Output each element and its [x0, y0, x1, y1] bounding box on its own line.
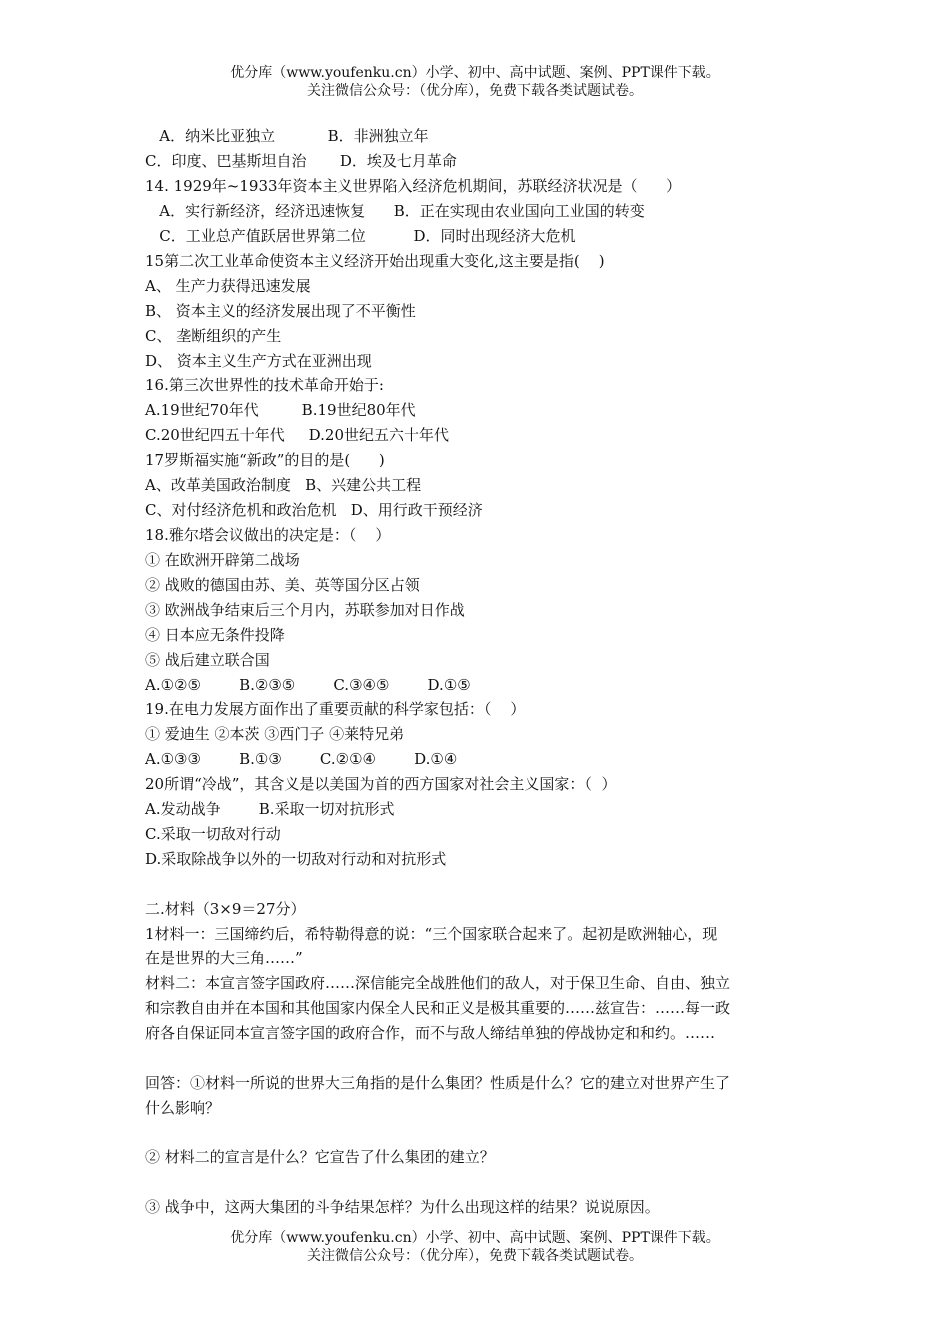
text-line: 20所谓“冷战”，其含义是以美国为首的西方国家对社会主义国家：（ ）	[145, 775, 617, 793]
text-line: 14. 1929年~1933年资本主义世界陷入经济危机期间，苏联经济状况是（ ）	[145, 177, 682, 195]
text-line: D、 资本主义生产方式在亚洲出现	[145, 352, 372, 370]
text-line: A.①②⑤ B.②③⑤ C.③④⑤ D.①⑤	[145, 676, 471, 694]
text-line: ② 战败的德国由苏、美、英等国分区占领	[145, 576, 420, 594]
text-line: ① 在欧洲开辟第二战场	[145, 551, 300, 569]
text-line: 府各自保证同本宣言签字国的政府合作，而不与敌人缔结单独的停战协定和和约。……	[145, 1024, 716, 1042]
text-line: C.20世纪四五十年代 D.20世纪五六十年代	[145, 426, 449, 444]
text-line: A.①③③ B.①③ C.②①④ D.①④	[145, 750, 458, 768]
text-line: C.采取一切敌对行动	[145, 825, 281, 843]
text-line: 在是世界的大三角……”	[145, 949, 303, 967]
text-line: 和宗教自由并在本国和其他国家内保全人民和正义是极其重要的……兹宣告：……每一政	[145, 999, 731, 1017]
text-line: ⑤ 战后建立联合国	[145, 651, 270, 669]
text-line: ③ 战争中，这两大集团的斗争结果怎样？为什么出现这样的结果？说说原因。	[145, 1198, 660, 1216]
text-line: A、改革美国政治制度 B、兴建公共工程	[145, 476, 422, 494]
text-line: ④ 日本应无条件投降	[145, 626, 285, 644]
header-line-1: 优分库（www.youfenku.cn）小学、初中、高中试题、案例、PPT课件下载。	[230, 65, 720, 81]
footer-line-1: 优分库（www.youfenku.cn）小学、初中、高中试题、案例、PPT课件下载。	[230, 1230, 720, 1246]
text-line: 材料二：本宣言签字国政府……深信能完全战胜他们的敌人，对于保卫生命、自由、独立	[145, 974, 731, 992]
text-line: ① 爱迪生 ②本茨 ③西门子 ④莱特兄弟	[145, 725, 405, 743]
text-line: A．实行新经济，经济迅速恢复 B．正在实现由农业国向工业国的转变	[145, 202, 645, 220]
text-line: C．工业总产值跃居世界第二位 D．同时出现经济大危机	[145, 227, 576, 245]
text-line: 15第二次工业革命使资本主义经济开始出现重大变化,这主要是指( )	[145, 252, 605, 270]
text-line: 回答：①材料一所说的世界大三角指的是什么集团？性质是什么？它的建立对世界产生了	[145, 1074, 731, 1092]
text-line: 18.雅尔塔会议做出的决定是：（ ）	[145, 526, 391, 544]
text-line: C、对付经济危机和政治危机 D、用行政干预经济	[145, 501, 483, 519]
text-line: D.采取除战争以外的一切敌对行动和对抗形式	[145, 850, 447, 868]
text-line: 17罗斯福实施“新政”的目的是( )	[145, 451, 385, 469]
text-line: B、 资本主义的经济发展出现了不平衡性	[145, 302, 416, 320]
text-line: ③ 欧洲战争结束后三个月内，苏联参加对日作战	[145, 601, 465, 619]
text-line: 1材料一：三国缔约后，希特勒得意的说：“三个国家联合起来了。起初是欧洲轴心，现	[145, 925, 718, 943]
footer-line-2: 关注微信公众号：（优分库），免费下载各类试题试卷。	[307, 1248, 643, 1264]
page-footer	[0, 1229, 950, 1265]
section-heading: 二.材料（3×9＝27分）	[145, 900, 306, 918]
page-header	[0, 64, 950, 100]
text-line: 19.在电力发展方面作出了重要贡献的科学家包括：（ ）	[145, 700, 526, 718]
header-line-2: 关注微信公众号：（优分库），免费下载各类试题试卷。	[307, 83, 643, 99]
text-line: 16.第三次世界性的技术革命开始于:	[145, 376, 384, 394]
text-line: C、 垄断组织的产生	[145, 327, 282, 345]
text-line: ② 材料二的宣言是什么？它宣告了什么集团的建立？	[145, 1148, 495, 1166]
text-line: A．纳米比亚独立 B．非洲独立年	[145, 127, 429, 145]
text-line: 什么影响？	[145, 1099, 221, 1117]
text-line: A.发动战争 B.采取一切对抗形式	[145, 800, 395, 818]
text-line: A.19世纪70年代 B.19世纪80年代	[145, 401, 416, 419]
text-line: A、 生产力获得迅速发展	[145, 277, 311, 295]
text-line: C．印度、巴基斯坦自治 D．埃及七月革命	[145, 152, 457, 170]
